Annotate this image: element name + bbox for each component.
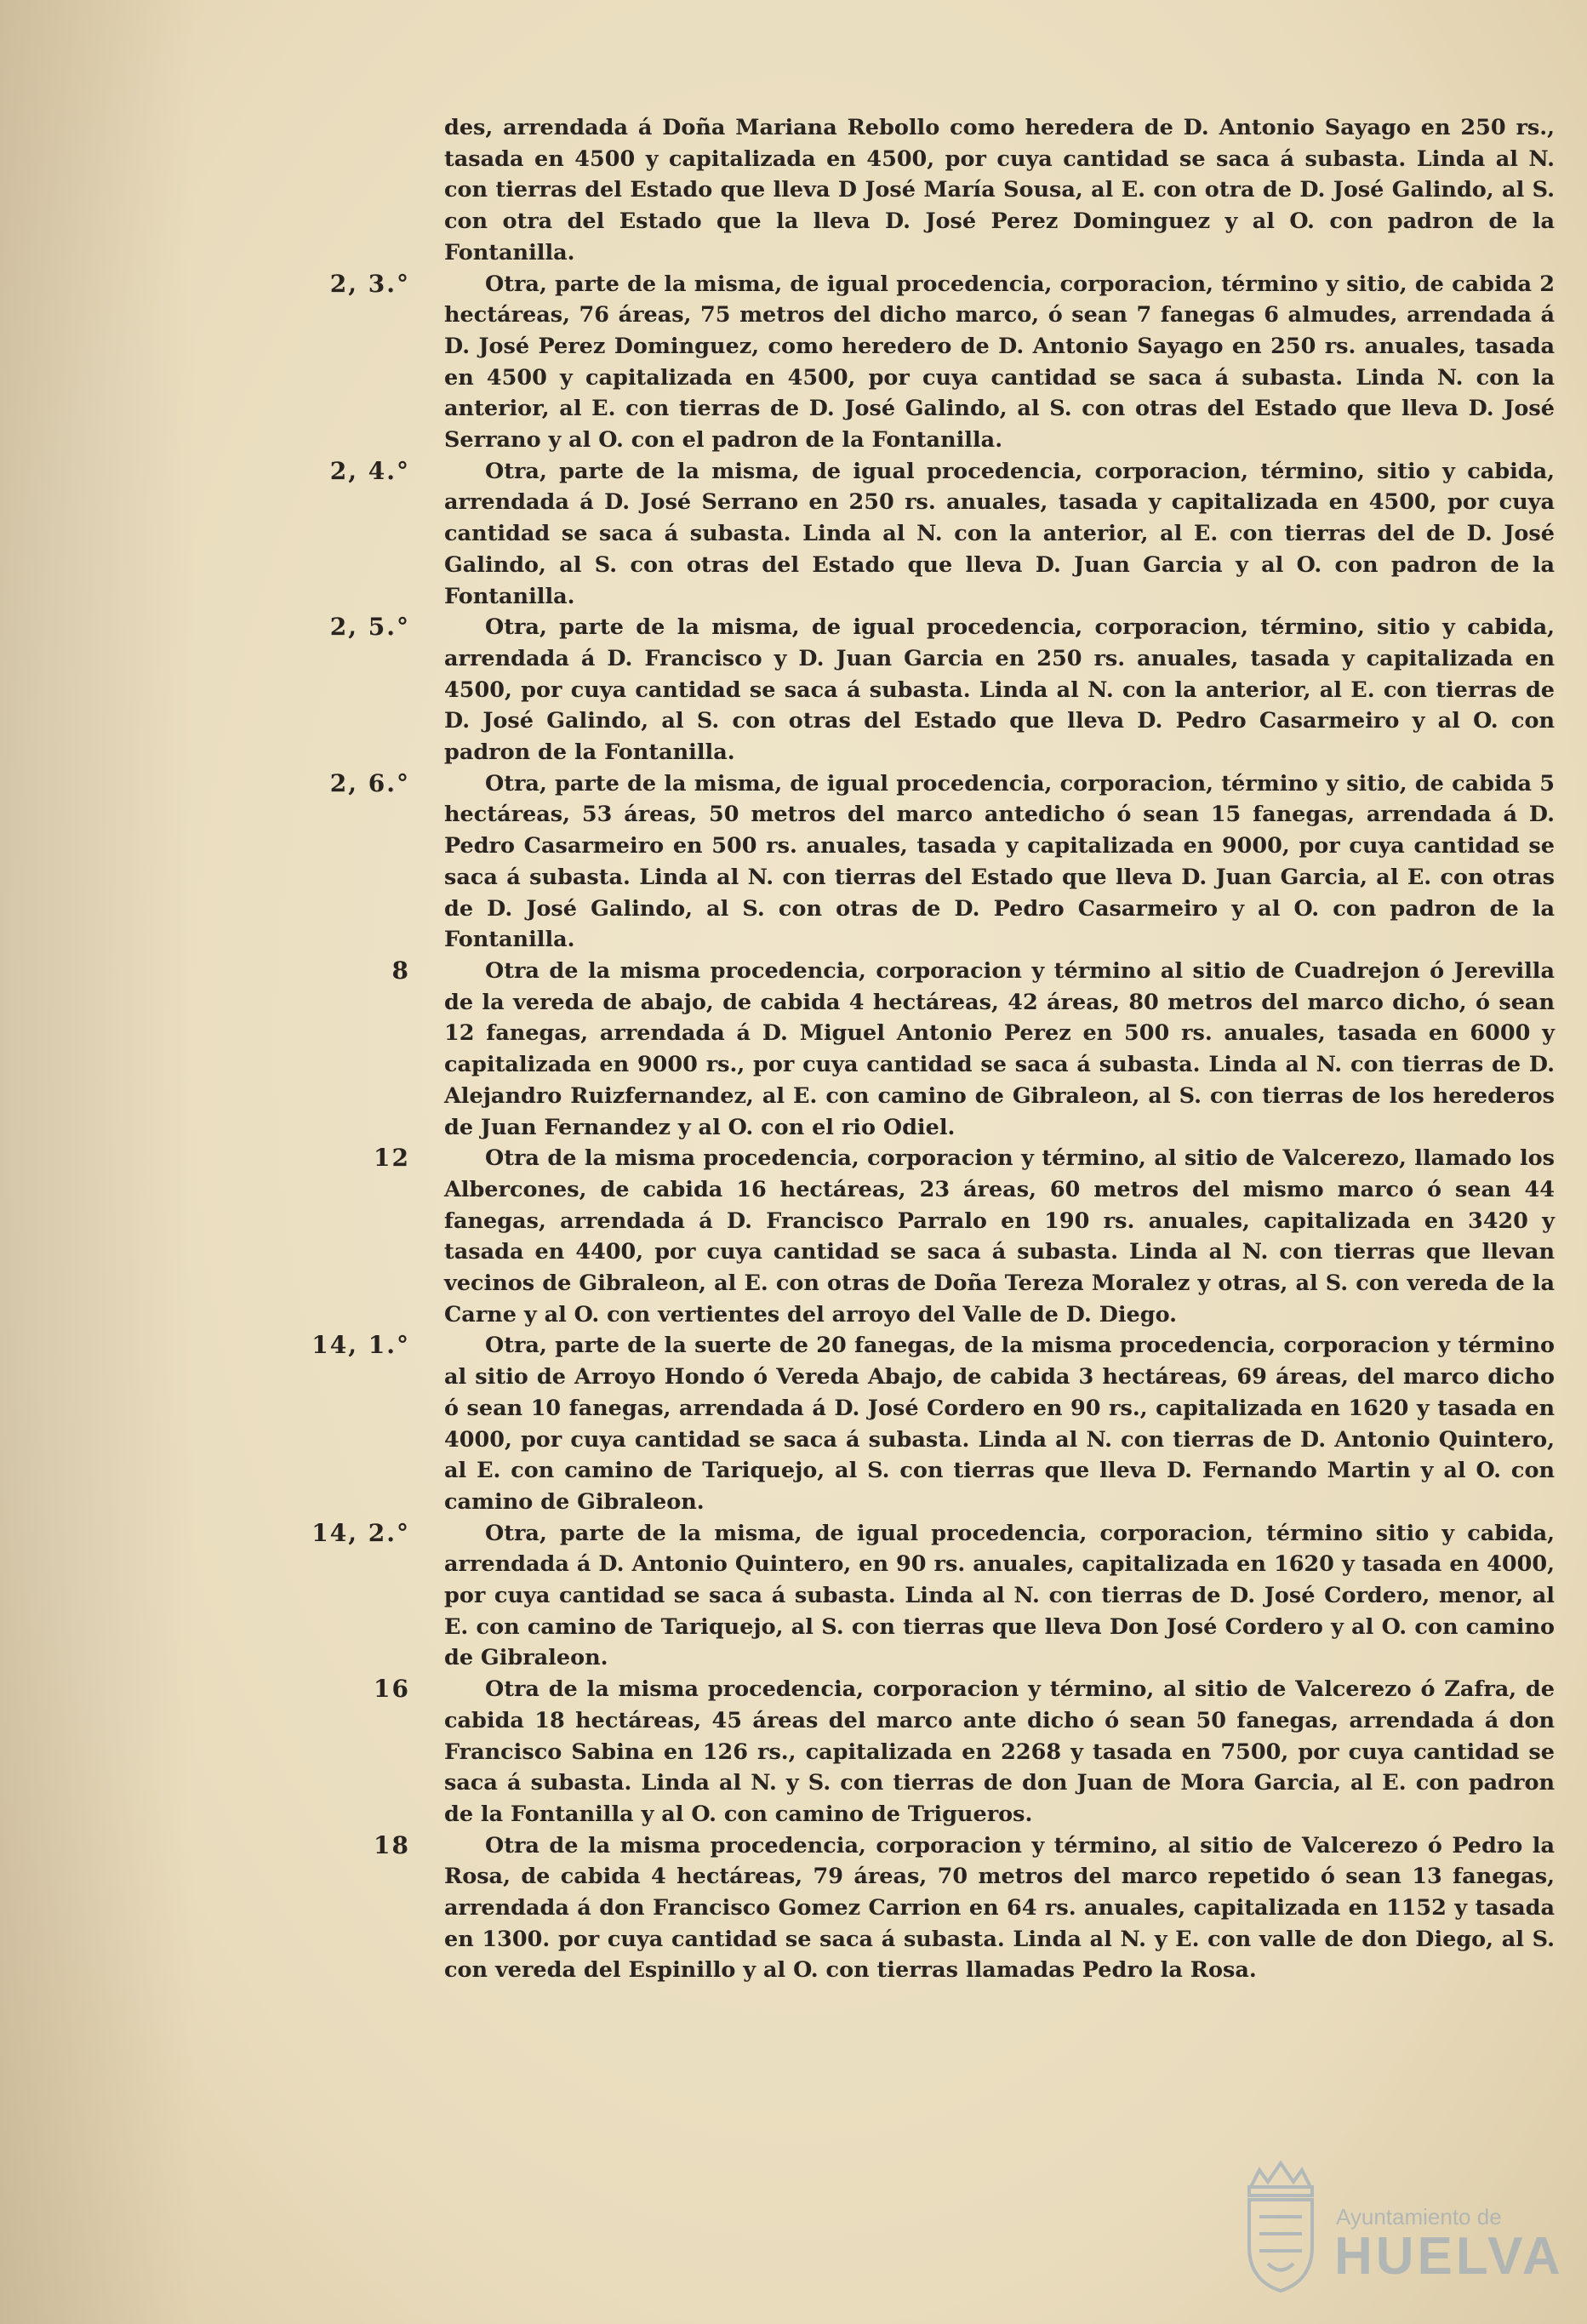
- paragraph-lot: [329, 456, 1555, 613]
- paragraph-lot: [311, 1330, 1555, 1517]
- lot-number: 18: [374, 1830, 410, 1859]
- paragraph-continuation: [444, 112, 1555, 269]
- paragraph-text: Otra, parte de la misma, de igual procedencia, corporacion, término sitio y cabida, arrendada á D. Antonio Quintero, en 90 rs. anuales, capitalizada en 1620 y tasada en 4000, por cuya cantidad se saca á subasta. Linda al N. con tierras de D. José Cordero, menor, al E. con camino de Tariquejo, al S. con tierras que lleva Don José Cordero y al O. con camino de Gibraleon.: [444, 1520, 1555, 1671]
- paragraph-lot: [391, 956, 1555, 1143]
- lot-number: 2, 4.°: [329, 456, 410, 485]
- paragraph-lot: [329, 768, 1555, 956]
- paragraph-text: Otra, parte de la suerte de 20 fanegas, de la misma procedencia, corporacion y término al sitio de Arroyo Hondo ó Vereda Abajo, de cabida 3 hectáreas, 69 áreas, del marco dicho ó sean 10 fanegas, arrendada á D. José Cordero en 90 rs., capitalizada en 1620 y tasada en 4000, por cuya cantidad se saca á subasta. Linda al N. con tierras de D. Antonio Quintero, al E. con camino de Tariquejo, al S. con tierras que lleva D. Fernando Martin y al O. con camino de Gibraleon.: [444, 1333, 1555, 1515]
- lot-number: 2, 3.°: [329, 269, 410, 298]
- page-edge-shadow: [0, 0, 196, 2324]
- document-body: [311, 112, 1555, 1986]
- paragraph-lot: [374, 1674, 1555, 1830]
- paragraph-lot: [374, 1830, 1555, 1987]
- paragraph-text: Otra de la misma procedencia, corporacion y término, al sitio de Valcerezo ó Zafra, de cabida 18 hectáreas, 45 áreas del marco ante dicho ó sean 50 fanegas, arrendada á don Francisco Sabina en 126 rs., capitalizada en 2268 y tasada en 7500, por cuya cantidad se saca á subasta. Linda al N. y S. con tierras de don Juan de Mora Garcia, al E. con padron de la Fontanilla y al O. con camino de Trigueros.: [444, 1676, 1555, 1827]
- paragraph-text: Otra, parte de la misma, de igual procedencia, corporacion, término y sitio, de cabida 2 hectáreas, 76 áreas, 75 metros del dicho marco, ó sean 7 fanegas 6 almudes, arrendada á D. José Perez Dominguez, como heredero de D. Antonio Sayago en 250 rs. anuales, tasada en 4500 y capitalizada en 4500, por cuya cantidad se saca á subasta. Linda N. con la anterior, al E. con tierras de D. José Galindo, al S. con otras del Estado que lleva D. José Serrano y al O. con el padron de la Fontanilla.: [444, 271, 1555, 454]
- paragraph-text: Otra, parte de la misma, de igual procedencia, corporacion, término, sitio y cabida, arrendada á D. Francisco y D. Juan Garcia en 250 rs. anuales, tasada y capitalizada en 4500, por cuya cantidad se saca á subasta. Linda al N. con la anterior, al E. con tierras de D. José Galindo, al S. con otras del Estado que lleva D. Pedro Casarmeiro y al O. con padron de la Fontanilla.: [444, 614, 1555, 766]
- lot-number: 2, 6.°: [329, 768, 410, 797]
- paragraph-text: Otra de la misma procedencia, corporacion y término al sitio de Cuadrejon ó Jerevilla de la vereda de abajo, de cabida 4 hectáreas, 42 áreas, 80 metros del marco dicho, ó sean 12 fanegas, arrendada á D. Miguel Antonio Perez en 500 rs. anuales, tasada en 6000 y capitalizada en 9000 rs., por cuya cantidad se saca á subasta. Linda al N. con tierras de D. Alejandro Ruizfernandez, al E. con camino de Gibraleon, al S. con tierras de los herederos de Juan Fernandez y al O. con el rio Odiel.: [444, 957, 1555, 1140]
- lot-number: 14, 2.°: [311, 1518, 410, 1547]
- lot-number: 14, 1.°: [311, 1331, 410, 1360]
- watermark-title: HUELVA: [1334, 2227, 1564, 2286]
- lot-number: 12: [374, 1144, 410, 1173]
- paragraph-text: Otra de la misma procedencia, corporacion y término, al sitio de Valcerezo, llamado los Albercones, de cabida 16 hectáreas, 23 áreas, 60 metros del mismo marco ó sean 44 fanegas, arrendada á D. Francisco Parralo en 190 rs. anuales, capitalizada en 3420 y tasada en 4400, por cuya cantidad se saca á subasta. Linda al N. con tierras que llevan vecinos de Gibraleon, al E. con otras de Doña Tereza Moralez y otras, al S. con vereda de la Carne y al O. con vertientes del arroyo del Valle de D. Diego.: [444, 1145, 1555, 1328]
- lot-number: 8: [391, 956, 410, 985]
- paragraph-lot: [311, 1518, 1555, 1675]
- paragraph-lot: [374, 1143, 1555, 1330]
- paragraph-text: Otra, parte de la misma, de igual procedencia, corporacion, término y sitio, de cabida 5 hectáreas, 53 áreas, 50 metros del marco antedicho ó sean 15 fanegas, arrendada á D. Pedro Casarmeiro en 500 rs. anuales, tasada y capitalizada en 9000, por cuya cantidad se saca á subasta. Linda al N. con tierras del Estado que lleva D. Juan Garcia, al E. con otras de D. José Galindo, al S. con otras de D. Pedro Casarmeiro y al O. con padron de la Fontanilla.: [444, 770, 1555, 953]
- paragraph-text: Otra de la misma procedencia, corporacion y término, al sitio de Valcerezo ó Pedro la Rosa, de cabida 4 hectáreas, 79 áreas, 70 metros del marco repetido ó sean 13 fanegas, arrendada á don Francisco Gomez Carrion en 64 rs. anuales, capitalizada en 1152 y tasada en 1300. por cuya cantidad se saca á subasta. Linda al N. y E. con valle de don Diego, al S. con vereda del Espinillo y al O. con tierras llamadas Pedro la Rosa.: [444, 1832, 1555, 1984]
- lot-number: 16: [374, 1675, 410, 1704]
- paragraph-text: Otra, parte de la misma, de igual procedencia, corporacion, término, sitio y cabida, arrendada á D. José Serrano en 250 rs. anuales, tasada y capitalizada en 4500, por cuya cantidad se saca á subasta. Linda al N. con la anterior, al E. con tierras del de D. José Galindo, al S. con otras del Estado que lleva D. Juan Garcia y al O. con padron de la Fontanilla.: [444, 458, 1555, 609]
- watermark-subtitle: Ayuntamiento de: [1336, 2204, 1502, 2230]
- lot-number: 2, 5.°: [329, 613, 410, 642]
- paragraph-lot: [329, 612, 1555, 768]
- coat-of-arms-icon: [1234, 2153, 1327, 2298]
- paragraph-text: des, arrendada á Doña Mariana Rebollo como heredera de D. Antonio Sayago en 250 rs., tasada en 4500 y capitalizada en 4500, por cuya cantidad se saca á subasta. Linda al N. con tierras del Estado que lleva D José María Sousa, al E. con otra de D. José Galindo, al S. con otra del Estado que la lleva D. José Perez Dominguez y al O. con padron de la Fontanilla.: [444, 115, 1555, 266]
- paragraph-lot: [329, 269, 1555, 456]
- watermark-seal: [1225, 2144, 1564, 2306]
